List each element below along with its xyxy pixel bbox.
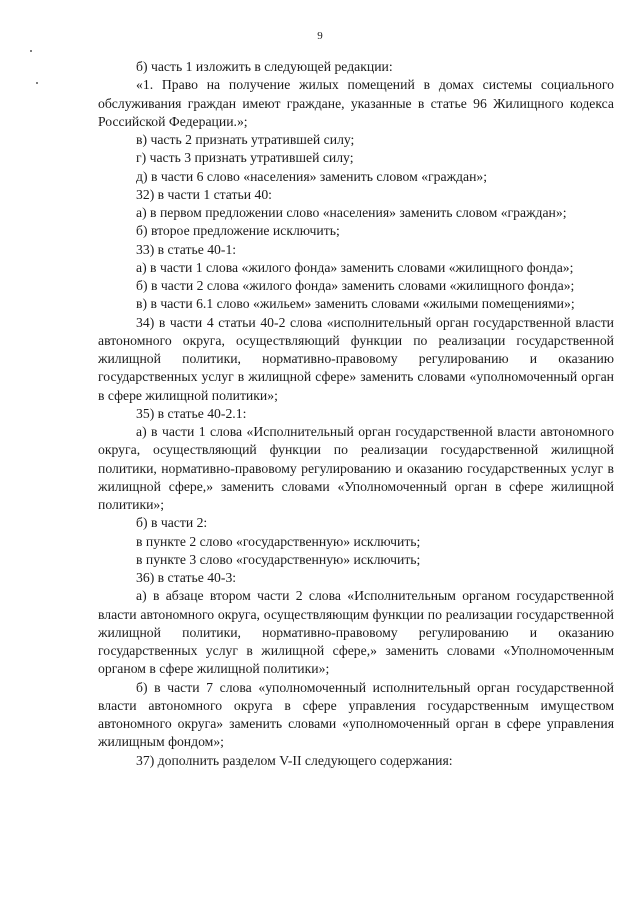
paragraph: 32) в части 1 статьи 40:: [136, 186, 272, 202]
paragraph: а) в абзаце втором части 2 слова «Исполнительным органом государственной власти автономного округа, осуществляющим функции по реализации государственной жилищной политики, нормативно-правовому регулированию и оказанию государственных услуг в жилищной сфере,» заменить словами «Уполномоченным органом в сфере жилищной политики»;: [98, 588, 614, 677]
paragraph: 37) дополнить разделом V-II следующего содержания:: [136, 752, 453, 768]
paragraph: б) в части 2 слова «жилого фонда» заменить словами «жилищного фонда»;: [136, 278, 575, 293]
document-body: [98, 58, 614, 770]
paragraph: в пункте 3 слово «государственную» исключить;: [136, 551, 421, 567]
paragraph: 35) в статье 40-2.1:: [136, 405, 247, 421]
paragraph: а) в части 1 слова «жилого фонда» заменить словами «жилищного фонда»;: [136, 259, 574, 275]
paragraph: б) в части 7 слова «уполномоченный исполнительный орган государственной власти автономного округа в сфере управления государственным имуществом автономного округа» заменить словами «уполномоченный орган в сфере управления жилищным фондом»;: [98, 679, 614, 750]
paragraph: в) в части 6.1 слово «жильем» заменить словами «жилыми помещениями»;: [136, 296, 575, 312]
paragraph: б) в части 2:: [136, 515, 208, 531]
scan-speck: [30, 50, 32, 52]
paragraph: а) в первом предложении слово «населения» заменить словом «граждан»;: [136, 205, 567, 220]
paragraph: г) часть 3 признать утратившей силу;: [136, 150, 354, 166]
paragraph: «1. Право на получение жилых помещений в домах системы социального обслуживания граждан имеют граждане, указанные в статье 96 Жилищного кодекса Российской Федерации.»;: [98, 77, 614, 129]
paragraph: б) второе предложение исключить;: [136, 223, 340, 239]
paragraph: а) в части 1 слова «Исполнительный орган государственной власти автономного округа, осуществляющий функции по реализации государственной жилищной политики, нормативно-правовому регулированию и оказанию государственных услуг в жилищной сфере,» заменить словами «Уполномоченный орган в сфере жилищной политики»;: [98, 424, 614, 512]
paragraph: в пункте 2 слово «государственную» исключить;: [136, 533, 421, 549]
page-number: 9: [317, 30, 323, 42]
paragraph: в) часть 2 признать утратившей силу;: [136, 132, 355, 147]
paragraph: 34) в части 4 статьи 40-2 слова «исполнительный орган государственной власти автономного округа, осуществляющий функции по реализации государственной жилищной политики, нормативно-правовому регулированию и оказанию государственных услуг в жилищной сфере» заменить словами «уполномоченный орган в сфере жилищной политики»;: [98, 314, 614, 403]
paragraph: 36) в статье 40-3:: [136, 570, 237, 585]
scan-speck: [36, 82, 38, 84]
paragraph: д) в части 6 слово «населения» заменить словом «граждан»;: [136, 168, 488, 184]
paragraph: 33) в статье 40-1:: [136, 241, 237, 257]
paragraph: б) часть 1 изложить в следующей редакции:: [136, 59, 393, 74]
